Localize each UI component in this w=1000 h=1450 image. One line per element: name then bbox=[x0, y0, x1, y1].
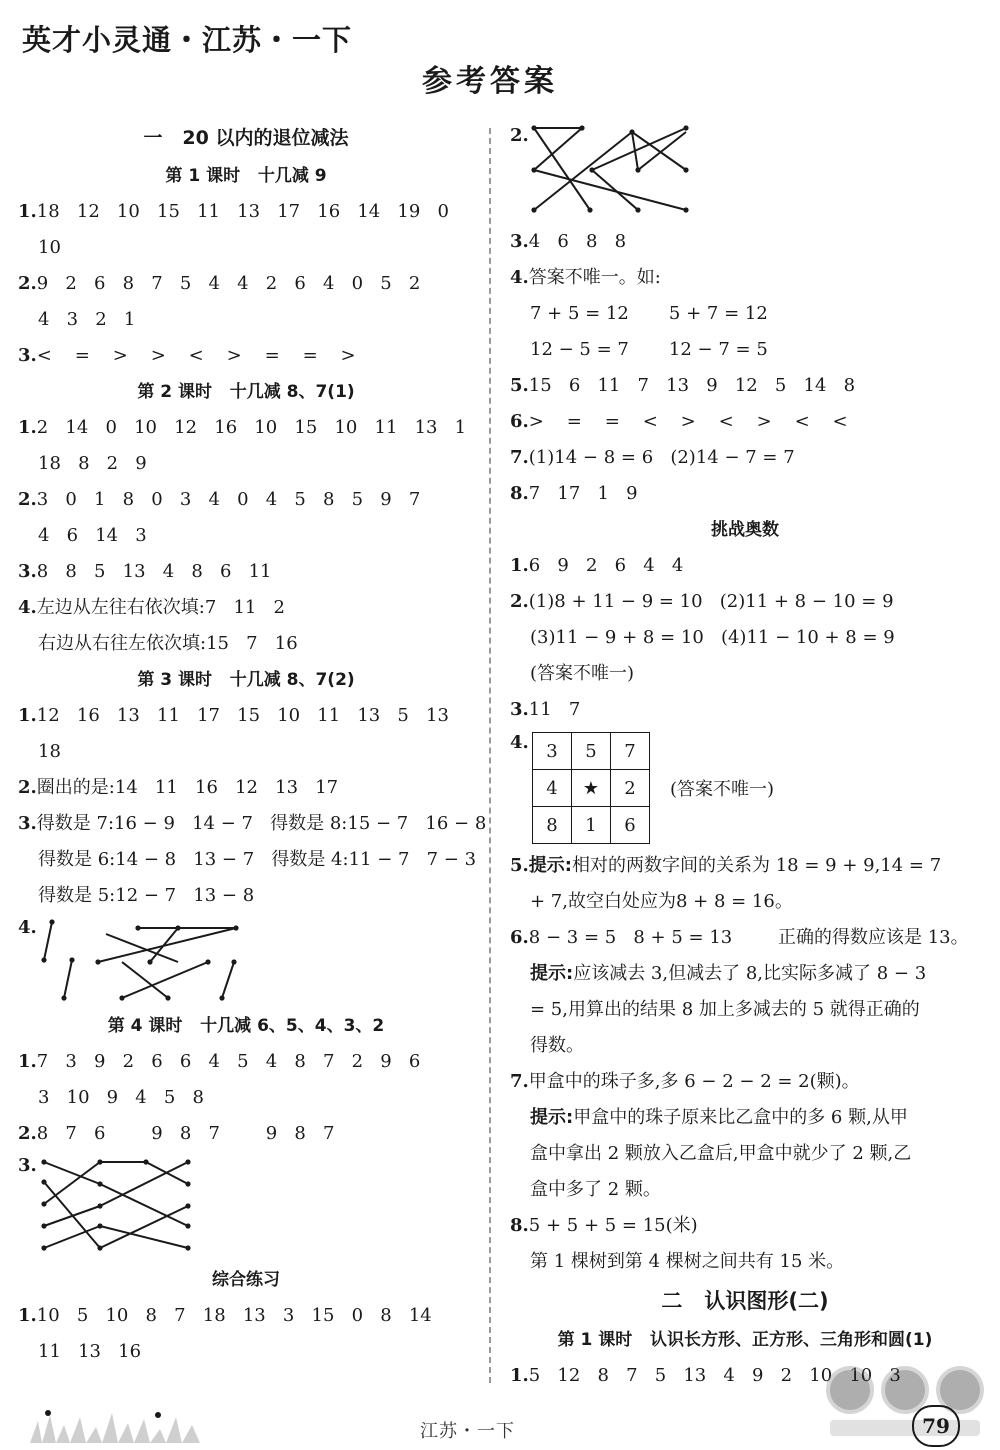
question-number: 6. bbox=[510, 927, 529, 948]
question-number: 3. bbox=[510, 699, 529, 720]
answer-line bbox=[510, 260, 980, 296]
answer-line bbox=[510, 548, 980, 584]
answer-text: 9 2 6 8 7 5 4 4 2 6 4 0 5 2 bbox=[36, 273, 421, 294]
question-number: 1. bbox=[18, 1051, 37, 1072]
grid-cell: 3 bbox=[533, 733, 572, 770]
magic-square bbox=[532, 732, 650, 844]
grid-cell: 6 bbox=[611, 807, 650, 844]
question-number: 3. bbox=[18, 561, 37, 582]
question-number: 1. bbox=[18, 417, 37, 438]
answer-text: 圈出的是:14 11 16 12 13 17 bbox=[36, 777, 339, 798]
answer-line bbox=[510, 440, 980, 476]
magic-square-row bbox=[510, 728, 980, 848]
answer-text: 5 + 5 + 5 = 15(米) bbox=[528, 1215, 698, 1236]
grid-note: (答案不唯一) bbox=[670, 779, 775, 800]
question-number: 4. bbox=[510, 732, 529, 753]
answer-line bbox=[510, 368, 980, 404]
answer-line bbox=[18, 590, 474, 626]
page-title: 参考答案 bbox=[422, 64, 558, 99]
answer-line bbox=[510, 1208, 980, 1244]
answer-line bbox=[18, 410, 474, 446]
answer-line bbox=[510, 956, 980, 992]
matching-figure bbox=[18, 1152, 474, 1262]
answer-line bbox=[510, 920, 980, 956]
lesson-3-heading: 第 3 课时 十几减 8、7(2) bbox=[137, 670, 355, 690]
answer-line: 第 1 棵树到第 4 棵树之间共有 15 米。 bbox=[530, 1251, 845, 1272]
answer-line bbox=[510, 1100, 980, 1136]
chapter-2-heading: 二 认识图形(二) bbox=[661, 1289, 829, 1313]
answer-line bbox=[18, 338, 474, 374]
question-number: 1. bbox=[510, 1365, 529, 1386]
hint-label: 提示: bbox=[530, 1107, 574, 1128]
answer-text: 7 17 1 9 bbox=[528, 483, 638, 504]
lesson-4-heading: 第 4 课时 十几减 6、5、4、3、2 bbox=[107, 1016, 385, 1036]
answer-line: 得数。 bbox=[530, 1035, 584, 1056]
question-number: 2. bbox=[510, 591, 529, 612]
left-column bbox=[18, 118, 487, 1370]
answer-line bbox=[18, 194, 474, 230]
answer-line bbox=[510, 224, 980, 260]
question-number: 2. bbox=[18, 489, 37, 510]
question-number: 7. bbox=[510, 447, 529, 468]
page-number: 79 bbox=[912, 1405, 960, 1447]
answer-line bbox=[18, 1044, 474, 1080]
grass-decoration bbox=[30, 1407, 200, 1443]
answer-text: < = > > < > = = > bbox=[36, 345, 356, 366]
review-heading: 综合练习 bbox=[212, 1270, 280, 1290]
question-number: 2. bbox=[510, 125, 529, 146]
matching-figure bbox=[510, 122, 980, 224]
answer-line: 11 13 16 bbox=[38, 1341, 142, 1362]
right-column bbox=[510, 118, 980, 1394]
chapter-2-lesson-heading: 第 1 课时 认识长方形、正方形、三角形和圆(1) bbox=[557, 1330, 933, 1350]
answer-line: 盒中拿出 2 颗放入乙盒后,甲盒中就少了 2 颗,乙 bbox=[530, 1143, 912, 1164]
answer-text: 3 0 1 8 0 3 4 0 4 5 8 5 9 7 bbox=[36, 489, 421, 510]
answer-text: 18 12 10 15 11 13 17 16 14 19 0 bbox=[36, 201, 449, 222]
answer-line: + 7,故空白处应为8 + 8 = 16。 bbox=[530, 891, 793, 912]
answer-text: 相对的两数字间的关系为 18 = 9 + 9,14 = 7 bbox=[572, 855, 942, 876]
answer-text: 5 12 8 7 5 13 4 9 2 10 10 3 bbox=[528, 1365, 901, 1386]
answer-line bbox=[510, 476, 980, 512]
question-number: 8. bbox=[510, 1215, 529, 1236]
grid-cell-star: ★ bbox=[572, 770, 611, 807]
question-number: 4. bbox=[18, 597, 37, 618]
question-number: 3. bbox=[18, 345, 37, 366]
question-number: 1. bbox=[18, 201, 37, 222]
answer-line bbox=[510, 1064, 980, 1100]
answer-line: 18 bbox=[38, 741, 61, 762]
answer-line: 4 6 14 3 bbox=[38, 525, 147, 546]
question-number: 2. bbox=[18, 777, 37, 798]
answer-line: (答案不唯一) bbox=[530, 663, 635, 684]
answer-line bbox=[18, 554, 474, 590]
chapter-heading: 一 20 以内的退位减法 bbox=[143, 127, 349, 149]
answer-line: 得数是 6:14 − 8 13 − 7 得数是 4:11 − 7 7 − 3 bbox=[38, 849, 477, 870]
grid-cell: 8 bbox=[533, 807, 572, 844]
answer-text: 得数是 7:16 − 9 14 − 7 得数是 8:15 − 7 16 − 8 bbox=[36, 813, 487, 834]
question-number: 1. bbox=[510, 555, 529, 576]
answer-line bbox=[510, 848, 980, 884]
lesson-1-heading: 第 1 课时 十几减 9 bbox=[165, 166, 327, 186]
answer-text: 8 − 3 = 5 8 + 5 = 13 正确的得数应该是 13。 bbox=[528, 927, 969, 948]
answer-text: (1)8 + 11 − 9 = 10 (2)11 + 8 − 10 = 9 bbox=[528, 591, 894, 612]
answer-line: = 5,用算出的结果 8 加上多减去的 5 就得正确的 bbox=[530, 999, 920, 1020]
question-number: 4. bbox=[18, 917, 37, 938]
matching-lines-diagram bbox=[38, 1152, 198, 1258]
answer-line: 18 8 2 9 bbox=[38, 453, 147, 474]
question-number: 5. bbox=[510, 375, 529, 396]
answer-line: 4 3 2 1 bbox=[38, 309, 136, 330]
answer-text: 答案不唯一。如: bbox=[528, 267, 661, 288]
answer-line: 3 10 9 4 5 8 bbox=[38, 1087, 204, 1108]
answer-line: 右边从右往左依次填:15 7 16 bbox=[38, 633, 298, 654]
question-number: 1. bbox=[18, 1305, 37, 1326]
question-number: 5. bbox=[510, 855, 529, 876]
answer-text: 2 14 0 10 12 16 10 15 10 11 13 1 bbox=[36, 417, 467, 438]
hint-label: 提示: bbox=[530, 963, 574, 984]
question-number: 2. bbox=[18, 1123, 37, 1144]
grid-cell: 5 bbox=[572, 733, 611, 770]
question-number: 7. bbox=[510, 1071, 529, 1092]
grid-cell: 7 bbox=[611, 733, 650, 770]
footer bbox=[0, 1403, 1000, 1450]
answer-text: 左边从左往右依次填:7 11 2 bbox=[36, 597, 285, 618]
challenge-heading: 挑战奥数 bbox=[711, 520, 779, 540]
matching-figure bbox=[18, 914, 474, 1008]
footer-text: 江苏・一下 bbox=[420, 1421, 515, 1442]
question-number: 3. bbox=[510, 231, 529, 252]
grid-cell: 2 bbox=[611, 770, 650, 807]
answer-line bbox=[18, 482, 474, 518]
column-divider bbox=[489, 128, 491, 1383]
answer-text: 应该减去 3,但减去了 8,比实际多减了 8 − 3 bbox=[573, 963, 927, 984]
question-number: 8. bbox=[510, 483, 529, 504]
answer-line bbox=[18, 770, 474, 806]
grid-cell: 4 bbox=[533, 770, 572, 807]
lesson-2-heading: 第 2 课时 十几减 8、7(1) bbox=[137, 382, 355, 402]
answer-line bbox=[18, 1298, 474, 1334]
answer-text: 12 16 13 11 17 15 10 11 13 5 13 bbox=[36, 705, 449, 726]
answer-text: 8 7 6 9 8 7 9 8 7 bbox=[36, 1123, 335, 1144]
question-number: 6. bbox=[510, 411, 529, 432]
answer-line: 得数是 5:12 − 7 13 − 8 bbox=[38, 885, 255, 906]
answer-line bbox=[18, 806, 487, 842]
answer-text: 8 8 5 13 4 8 6 11 bbox=[36, 561, 272, 582]
answer-text: 甲盒中的珠子多,多 6 − 2 − 2 = 2(颗)。 bbox=[528, 1071, 860, 1092]
answer-text: 11 7 bbox=[528, 699, 581, 720]
question-number: 4. bbox=[510, 267, 529, 288]
question-number: 3. bbox=[18, 813, 37, 834]
book-title: 英才小灵通・江苏・一下 bbox=[22, 23, 353, 57]
answer-line bbox=[510, 692, 980, 728]
answer-text: 甲盒中的珠子原来比乙盒中的多 6 颗,从甲 bbox=[573, 1107, 908, 1128]
matching-lines-diagram bbox=[38, 914, 258, 1008]
answer-line bbox=[510, 404, 980, 440]
answer-line: (3)11 − 9 + 8 = 10 (4)11 − 10 + 8 = 9 bbox=[530, 627, 895, 648]
hint-label: 提示: bbox=[528, 855, 572, 876]
answer-line: 7 + 5 = 12 5 + 7 = 12 bbox=[530, 303, 768, 324]
answer-text: 15 6 11 7 13 9 12 5 14 8 bbox=[528, 375, 856, 396]
answer-line: 12 − 5 = 7 12 − 7 = 5 bbox=[530, 339, 768, 360]
answer-line bbox=[18, 1116, 474, 1152]
answer-line bbox=[18, 266, 474, 302]
question-number: 2. bbox=[18, 273, 37, 294]
answer-line bbox=[510, 584, 980, 620]
answer-line: 盒中多了 2 颗。 bbox=[530, 1179, 661, 1200]
question-number: 3. bbox=[18, 1155, 37, 1176]
answer-line: 10 bbox=[38, 237, 61, 258]
answer-text: 10 5 10 8 7 18 13 3 15 0 8 14 bbox=[36, 1305, 432, 1326]
answer-text: > = = < > < > < < bbox=[528, 411, 848, 432]
grid-cell: 1 bbox=[572, 807, 611, 844]
matching-lines-diagram bbox=[530, 122, 700, 222]
answer-text: 7 3 9 2 6 6 4 5 4 8 7 2 9 6 bbox=[36, 1051, 421, 1072]
question-number: 1. bbox=[18, 705, 37, 726]
answer-text: 6 9 2 6 4 4 bbox=[528, 555, 684, 576]
answer-text: 4 6 8 8 bbox=[528, 231, 627, 252]
answer-line bbox=[18, 698, 474, 734]
answer-text: (1)14 − 8 = 6 (2)14 − 7 = 7 bbox=[528, 447, 795, 468]
